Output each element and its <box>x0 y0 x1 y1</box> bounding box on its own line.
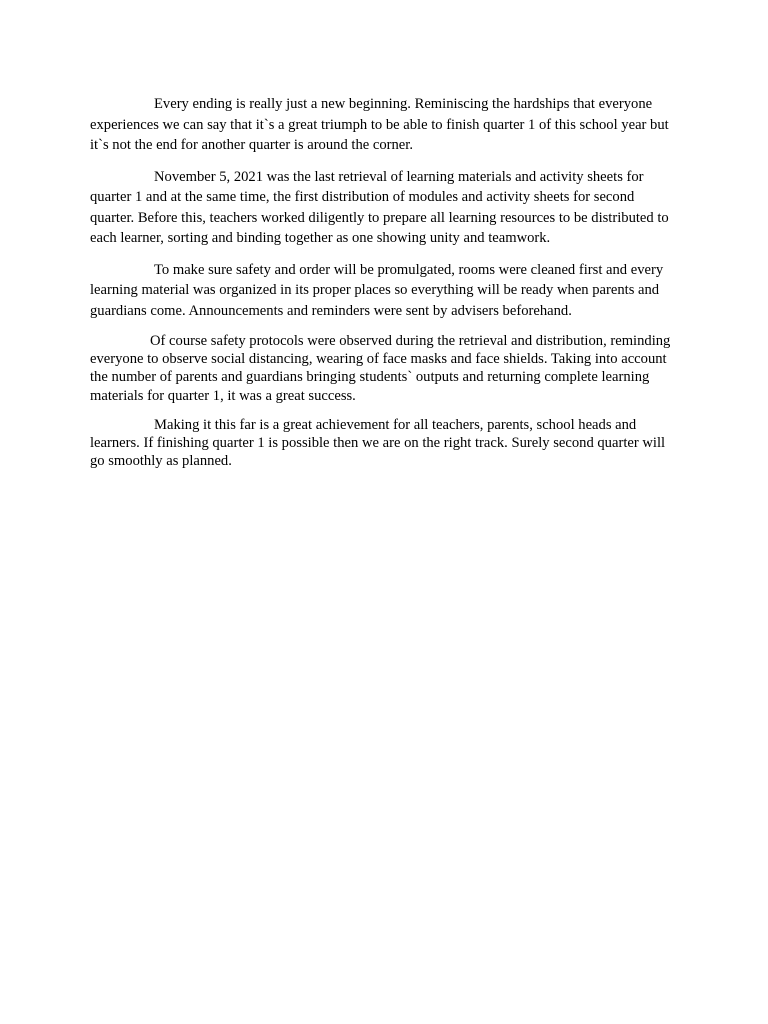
paragraph-3: To make sure safety and order will be promulgated, rooms were cleaned first and every learning material was organized in its proper places so everything will be ready when parents and guardians come. Announcements and reminders were sent by advisers beforehand. <box>90 261 664 319</box>
document-body <box>90 94 678 481</box>
paragraph-5: Making it this far is a great achievement for all teachers, parents, school heads and learners. If finishing quarter 1 is possible then we are on the right track. Surely second quarter will go smoothly as planned. <box>90 416 666 470</box>
paragraph-2: November 5, 2021 was the last retrieval of learning materials and activity sheets for quarter 1 and at the same time, the first distribution of modules and activity sheets for second quarter. Before this, teachers worked diligently to prepare all learning resources to be distributed to each learner, sorting and binding together as one showing unity and teamwork. <box>90 168 669 246</box>
paragraph-1: Every ending is really just a new beginning. Reminiscing the hardships that everyone experiences we can say that it`s a great triumph to be able to finish quarter 1 of this school year but it`s not the end for another quarter is around the corner. <box>90 96 669 153</box>
paragraph-4: Of course safety protocols were observed during the retrieval and distribution, reminding everyone to observe social distancing, wearing of face masks and face shields. Taking into account the number of parents and guardians bringing students` outputs and returning complete learning materials for quarter 1, it was a great success. <box>90 333 671 404</box>
